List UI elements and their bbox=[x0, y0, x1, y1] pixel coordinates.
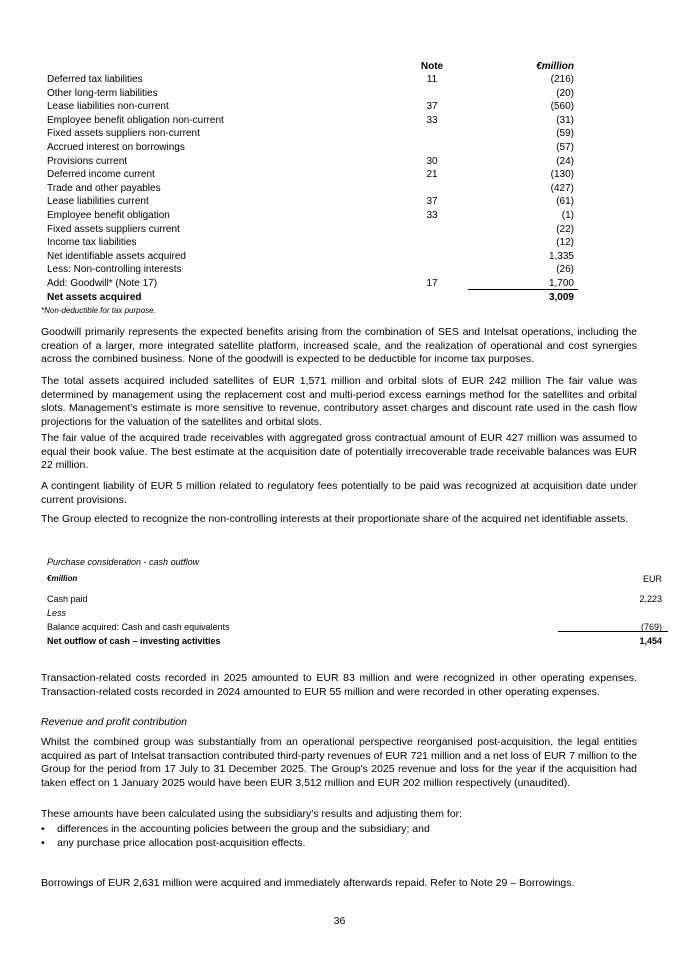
revenue-heading: Revenue and profit contribution bbox=[41, 716, 187, 728]
table-row: Other long-term liabilities (20) bbox=[47, 87, 574, 99]
adjustments-list bbox=[41, 822, 637, 850]
table-total-row: Net assets acquired 3,009 bbox=[47, 291, 574, 303]
table-row: Employee benefit obligation non-current 33 (31) bbox=[47, 114, 574, 126]
table-row: Less: Non-controlling interests (26) bbox=[47, 264, 574, 276]
table-row: Add: Goodwill* (Note 17) 17 1,700 bbox=[40, 277, 600, 291]
borrowings-paragraph: Borrowings of EUR 2,631 million were acquired and immediately afterwards repaid. Refer to Note 29 – Borrowings. bbox=[41, 877, 575, 889]
table-row: Income tax liabilities (12) bbox=[47, 237, 574, 249]
table-row: Deferred income current 21 (130) bbox=[47, 169, 574, 181]
list-item: • differences in the accounting policies between the group and the subsidiary; and bbox=[41, 823, 430, 835]
table-header-row bbox=[40, 60, 600, 73]
table-row: Deferred tax liabilities 11 (216) bbox=[47, 74, 574, 85]
table-row: Lease liabilities current 37 (61) bbox=[47, 196, 574, 208]
note-column-header: Note bbox=[420, 61, 444, 72]
amount-column-header: €million bbox=[536, 61, 574, 72]
table-row: Balance acquired: Cash and cash equivalents (769) bbox=[47, 622, 662, 632]
list-item: • any purchase price allocation post-acquisition effects. bbox=[41, 837, 306, 849]
revenue-paragraph: Whilst the combined group was substantially from an operational perspective reorganised post-acquisition, the legal entities acquired as part of Intelsat transaction contributed third-party revenues of EUR 721 million and a net loss of EUR 7 million to the Group for the period from 17 July to 31 December 2025. The Group's 2025 revenue and loss for the year if the acquisition had taken effect on 1 January 2025 would have been EUR 3,512 million and EUR 202 million respectively (unaudited). bbox=[41, 736, 637, 790]
bullet-icon: • bbox=[41, 837, 45, 849]
table-row: Trade and other payables (427) bbox=[47, 182, 574, 194]
table-row: Employee benefit obligation 33 (1) bbox=[47, 209, 574, 221]
table-total-row: Net outflow of cash – investing activities 1,454 bbox=[47, 636, 662, 646]
net-assets-table bbox=[40, 60, 600, 304]
table-row: Fixed assets suppliers non-current (59) bbox=[47, 128, 574, 140]
bullet-icon: • bbox=[41, 823, 45, 835]
table-row: Provisions current 30 (24) bbox=[47, 155, 574, 167]
page-number: 36 bbox=[333, 915, 346, 927]
fair-value-paragraph: The fair value of the acquired trade receivables with aggregated gross contractual amount of EUR 427 million was assumed to equal their book value. The best estimate at the acquisition date of potentially irrecoverable trade receivable balances was EUR 22 million. bbox=[41, 432, 637, 472]
amounts-intro-paragraph: These amounts have been calculated using the subsidiary's results and adjusting them for: bbox=[41, 808, 463, 820]
table-row: Less bbox=[47, 608, 67, 618]
table-row: Fixed assets suppliers current (22) bbox=[47, 223, 574, 235]
contingent-liability-paragraph: A contingent liability of EUR 5 million related to regulatory fees potentially to be paid was recognized at acquisition date under current provisions. bbox=[41, 480, 637, 506]
table-row: Net identifiable assets acquired 1,335 bbox=[47, 250, 574, 262]
total-assets-paragraph: The total assets acquired included satellites of EUR 1,571 million and orbital slots of EUR 242 million The fair value was determined by management using the replacement cost and multi-period excess earnings method for the satellites and orbital slots. Management’s estimate is more sensitive to revenue, contributory asset charges and discount rate used in the cash flow projections for the valuation of the satellites and orbital slots. bbox=[41, 375, 637, 429]
table-row: Lease liabilities non-current 37 (560) bbox=[47, 101, 574, 113]
transaction-costs-paragraph: Transaction-related costs recorded in 2025 amounted to EUR 83 million and were recognized in other operating expenses. Transaction-related costs recorded in 2024 amounted to EUR 55 million and were recorded in other operating expenses. bbox=[41, 672, 637, 698]
table-title: Purchase consideration - cash outflow bbox=[47, 557, 200, 567]
goodwill-paragraph: Goodwill primarily represents the expected benefits arising from the combination of SES and Intelsat operations, including the creation of a larger, more integrated satellite platform, increased scale, and the realization of operational and cost synergies across the combined business. None of the goodwill is expected to be deductible for income tax purposes. bbox=[41, 326, 637, 366]
table-footnote: *Non-deductible for tax purpose. bbox=[41, 306, 156, 315]
table-row: Accrued interest on borrowings (57) bbox=[47, 141, 574, 153]
subtotal-rule bbox=[558, 631, 668, 632]
table-row: Cash paid 2,223 bbox=[47, 594, 662, 604]
nci-paragraph: The Group elected to recognize the non-controlling interests at their proportionate share of the acquired net identifiable assets. bbox=[41, 513, 629, 525]
table-header-row: €million EUR bbox=[47, 574, 662, 584]
